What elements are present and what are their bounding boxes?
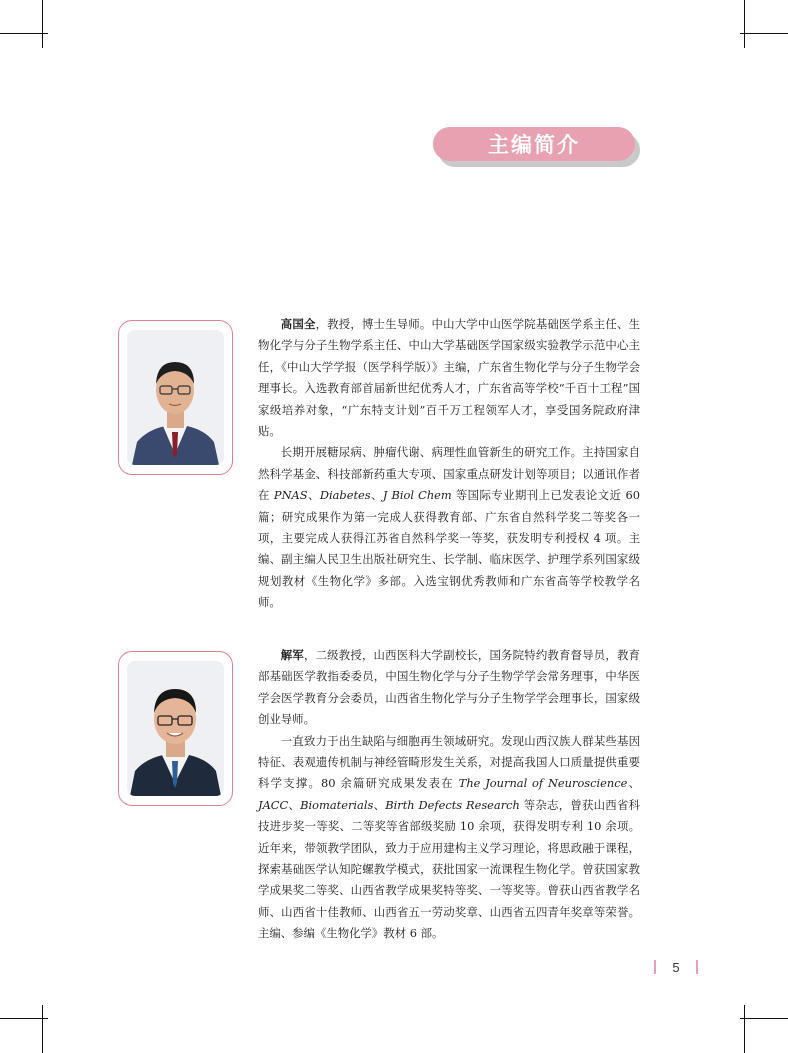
crop-mark-bottom-left-v [42,1005,43,1053]
journal-name: JACC [258,797,289,812]
journal-name: Birth Defects Research [385,797,520,812]
bio-text: ，教授，博士生导师。中山大学中山医学院基础医学系主任、生物化学与分子生物学系主任、中山大学基础医学国家级实验教学示范中心主任，《中山大学学报（医学科学版）》主编，广东省生物化学与分子生物学会理事长。入选教育部首届新世纪优秀人才，广东省高等学校“千百十工程”国家级培养对象，“广东特支计划”百千万工程领军人才，享受国务院政府津贴。 [258,317,640,439]
bio-text: 等杂志，曾获山西省科技进步奖一等奖、二等奖等省部级奖励 10 余项，获得发明专利 10 余项。近年来，带领教学团队，致力于应用建构主义学习理论，将思政融于课程，探索基础医学认知陀螺教学模式，获批国家一流课程生物化学。曾获国家教学成果奖二等奖、山西省教学成果奖特等奖、一等奖等。曾获山西省教学名师、山西省十佳教师、山西省五一劳动奖章、山西省五四青年奖章等荣誉。主编、参编《生物化学》教材 6 部。 [258,797,640,941]
editor-bio-xie [258,645,640,945]
bio-paragraph [258,314,640,442]
crop-mark-top-right-v [744,0,745,48]
journal-name: J Biol Chem [382,488,452,503]
separator: 、 [373,797,386,812]
separator: 、 [307,488,320,503]
journal-name: The Journal of Neuroscience [458,776,628,791]
crop-mark-top-left-h [0,33,48,34]
editor-photo-frame [118,651,233,806]
page-number-bar-left [654,960,656,974]
journal-name: Diabetes [319,488,371,503]
editor-photo-frame [118,320,233,475]
crop-mark-bottom-right-v [744,1005,745,1053]
editor-photo-gao [127,330,224,465]
separator: 、 [288,797,301,812]
bio-text: ，二级教授，山西医科大学副校长，国务院特约教育督导员，教育部基础医学教指委委员，中国生物化学与分子生物学学会常务理事，中华医学会医学教育分会委员，山西省生物化学与分子生物学学会理事长，国家级创业导师。 [258,648,640,727]
editor-bio-gao [258,314,640,614]
bio-paragraph [258,645,640,731]
bio-text: 长期开展糖尿病、肿瘤代谢、病理性血管新生的研究工作。主持国家自然科学基金、科技部新药重大专项、国家重点研发计划等项目；以通讯作者在 [258,445,640,503]
crop-mark-bottom-right-h [740,1018,788,1019]
editor-name: 解军 [280,648,304,662]
crop-mark-top-right-h [740,33,788,34]
bio-text: 等国际专业期刊上已发表论文近 60 篇；研究成果作为第一完成人获得教育部、广东省自然科学奖二等奖各一项，主要完成人获得江苏省自然科学奖一等奖，获发明专利授权 4 项。主编、副主编人民卫生出版社研究生、长学制、临床医学、护理学系列国家级规划教材《生物化学》多部。入选宝钢优秀教师和广东省高等学校教学名师。 [258,488,640,610]
section-title-banner [433,127,635,161]
section-title: 主编简介 [488,133,580,157]
page-number-block [654,958,698,976]
crop-mark-bottom-left-h [0,1018,48,1019]
editor-photo-xie [127,661,224,796]
bio-paragraph [258,731,640,945]
separator: 、 [627,776,640,791]
separator: 、 [370,488,383,503]
page-number-bar-right [696,960,698,974]
journal-name: Biomaterials [300,797,374,812]
editor-name: 高国全 [280,317,316,331]
bio-text: 一直致力于出生缺陷与细胞再生领域研究。发现山西汉族人群某些基因特征、表观遗传机制与神经管畸形发生关系，对提高我国人口质量提供重要科学支撑。80 余篇研究成果发表在 [258,733,640,791]
page-number: 5 [672,959,680,975]
bio-paragraph [258,442,640,613]
crop-mark-top-left-v [42,0,43,48]
journal-name: PNAS [273,488,308,503]
